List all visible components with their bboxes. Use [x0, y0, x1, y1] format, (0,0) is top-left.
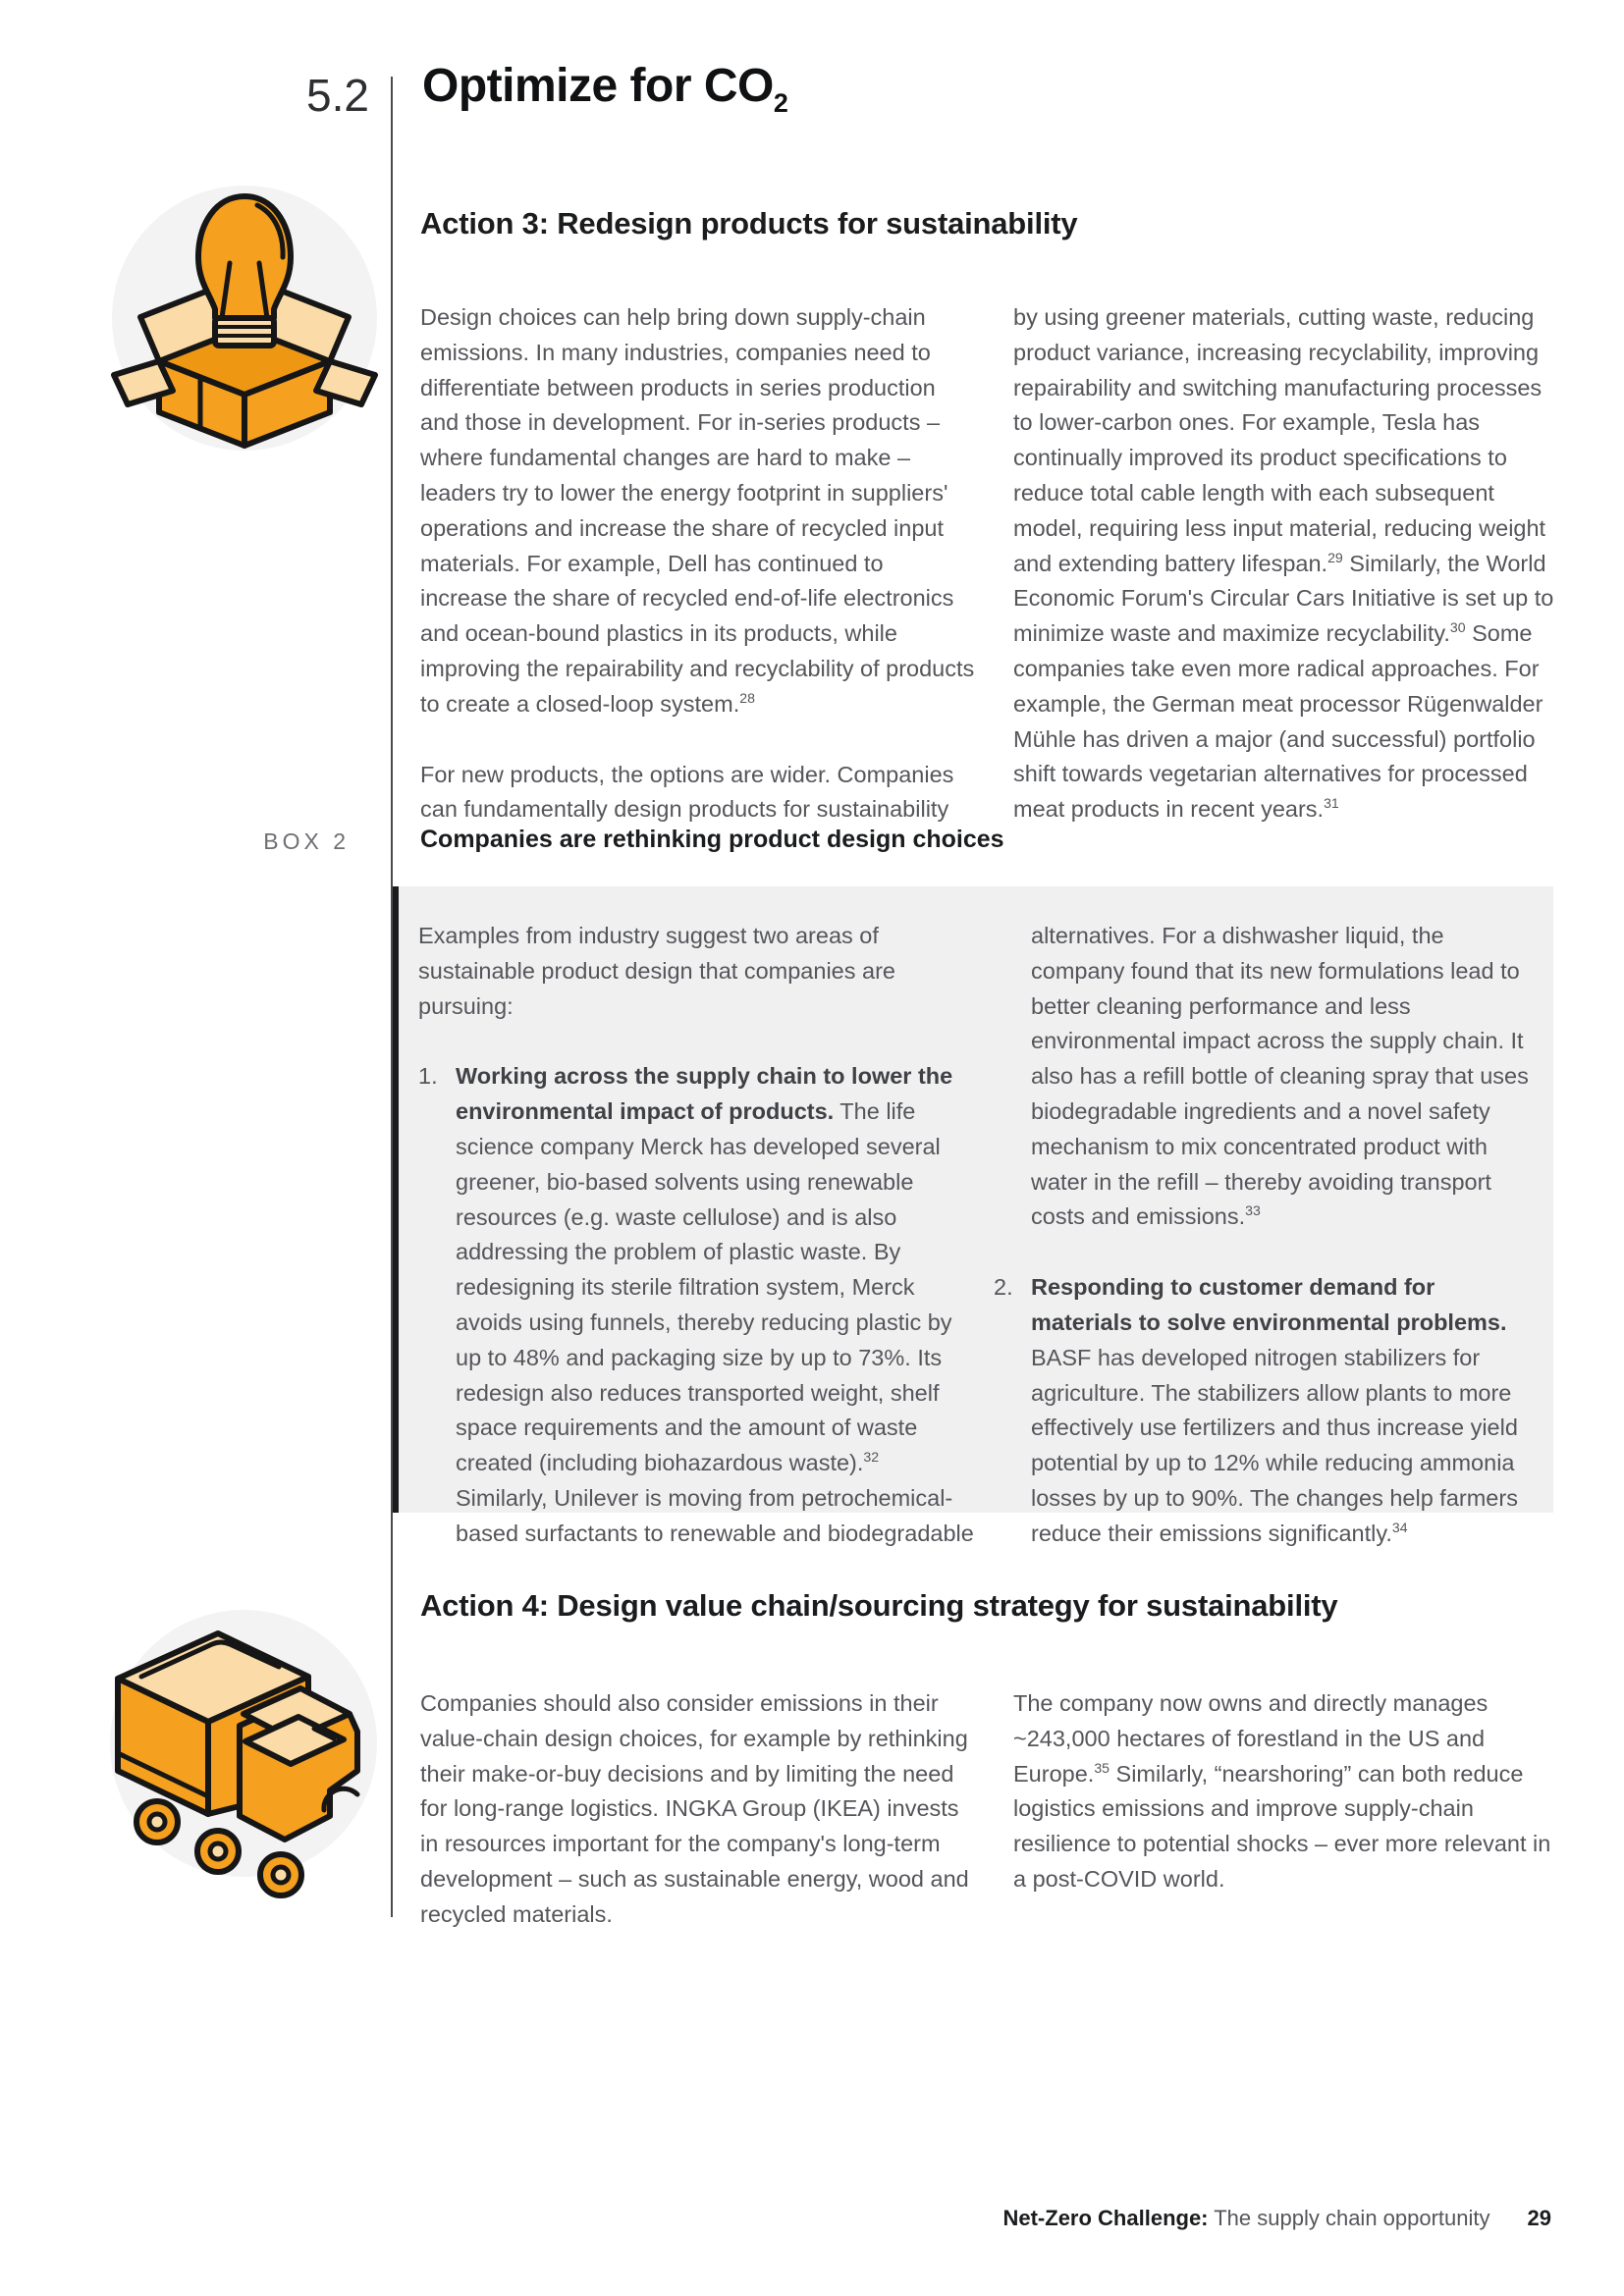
- action4-paragraph-2: The company now owns and directly manages ~243,000 hectares of forestland in the US and Europe.$^{35}$ Similarly, “nearshoring” can both reduce logistics emissions and improve supply-chain resilience to potential shocks – ever more relevant in a post-COVID world.: [1013, 1690, 1551, 1892]
- action4-column-left: [420, 1686, 976, 1933]
- page-title-text: Optimize for CO: [422, 60, 774, 112]
- footer-report-title-rest: The supply chain opportunity: [1208, 2206, 1490, 2230]
- action3-heading: Action 3: Redesign products for sustainability: [420, 206, 1078, 240]
- action3-column-left: [420, 300, 976, 828]
- footer-page-number: 29: [1527, 2206, 1551, 2230]
- list-item-2-text: Responding to customer demand for materials to solve environmental problems. BASF has developed nitrogen stabilizers for agriculture. The stabilizers allow plants to more effectively use fertilizers and thus increase yield potential by up to 12% while reducing ammonia losses by up to 90%. The changes help farmers reduce their emissions significantly.$^{34}$: [1031, 1274, 1518, 1546]
- action3-columns: [420, 300, 1555, 828]
- box2-panel: [393, 886, 1553, 1546]
- action3-paragraph-3: by using greener materials, cutting waste, reducing product variance, increasing recyclability, improving repairability and switching manufacturing processes to lower-carbon ones. For example, Tesla has continually improved its product specifications to reduce total cable length with each subsequent model, requiring less input material, reducing weight and extending battery lifespan.$^{29}$ Similarly, the World Economic Forum's Circular Cars Initiative is set up to minimize waste and maximize recyclability.$^{30}$ Some companies take even more radical approaches. For example, the German meat processor Rügenwalder Mühle has driven a major (and successful) portfolio shift towards vegetarian alternatives for processed meat products in recent years.$^{31}$: [1013, 304, 1554, 823]
- list-item-1-text: Working across the supply chain to lower the environmental impact of products. The life science company Merck has developed several greener, bio-based solvents using renewable resources (e.g. waste cellulose) and is also addressing the problem of plastic waste. By redesigning its sterile filtration system, Merck avoids using funnels, thereby reducing plastic by up to 48% and packaging size by up to 73%. Its redesign also reduces transported weight, shelf space requirements and the amount of waste created (including biohazardous waste).$^{32}$ Similarly, Unilever is moving from petrochemical-based surfactants to renewable and biodegradable: [456, 1063, 974, 1546]
- lightbulb-box-icon: [102, 169, 387, 464]
- page-title: [422, 59, 788, 118]
- box2-title: Companies are rethinking product design choices: [420, 826, 1004, 853]
- box2-column-left: [418, 919, 974, 1552]
- box2-list-item-2: [994, 1270, 1534, 1551]
- box2-content: [399, 886, 1553, 1552]
- section-number: 5.2: [306, 70, 369, 121]
- action3-paragraph-2: For new products, the options are wider. Companies can fundamentally design products for sustainability: [420, 761, 954, 823]
- footer-report-title-bold: Net-Zero Challenge:: [1002, 2206, 1209, 2230]
- box2-continuation: alternatives. For a dishwasher liquid, the company found that its new formulations lead to better cleaning performance and less environmental impact across the supply chain. It also has a refill bottle of cleaning spray that uses biodegradable ingredients and a novel safety mechanism to mix concentrated product with water in the refill – thereby avoiding transport costs and emissions.$^{33}$: [1031, 923, 1529, 1230]
- lightbulb-box-illustration: [102, 169, 387, 459]
- list-marker-1: 1.: [418, 1063, 438, 1090]
- action3-paragraph-1: Design choices can help bring down supply-chain emissions. In many industries, companies need to differentiate between products in series production and those in development. For in-series products – where fundamental changes are hard to make – leaders try to lower the energy footprint in suppliers' operations and increase the share of recycled input materials. For example, Dell has continued to increase the share of recycled end-of-life electronics and ocean-bound plastics in its products, while improving the repairability and recyclability of products to create a closed-loop system.$^{28}$: [420, 304, 975, 717]
- truck-illustration: [96, 1588, 391, 1907]
- truck-icon: [96, 1588, 391, 1912]
- box2-label: BOX 2: [263, 828, 350, 854]
- action4-columns: [420, 1686, 1555, 1933]
- action4-heading: Action 4: Design value chain/sourcing strategy for sustainability: [420, 1588, 1338, 1623]
- box2-column-right: [994, 919, 1534, 1552]
- action4-paragraph-1: Companies should also consider emissions in their value-chain design choices, for example by rethinking their make-or-buy decisions and by limiting the need for long-range logistics. INGKA Group (IKEA) invests in resources important for the company's long-term development – such as sustainable energy, wood and recycled materials.: [420, 1690, 969, 1927]
- footer-report-title: [1002, 2206, 1489, 2231]
- list-marker-2: 2.: [994, 1274, 1013, 1301]
- page-title-subscript: 2: [773, 87, 788, 118]
- action4-column-right: [1013, 1686, 1555, 1933]
- box2-list-item-1: [418, 1059, 974, 1551]
- page-footer: [1002, 2206, 1551, 2231]
- box2-intro: Examples from industry suggest two areas of sustainable product design that companies are pursuing:: [418, 923, 895, 1019]
- action3-column-right: [1013, 300, 1555, 828]
